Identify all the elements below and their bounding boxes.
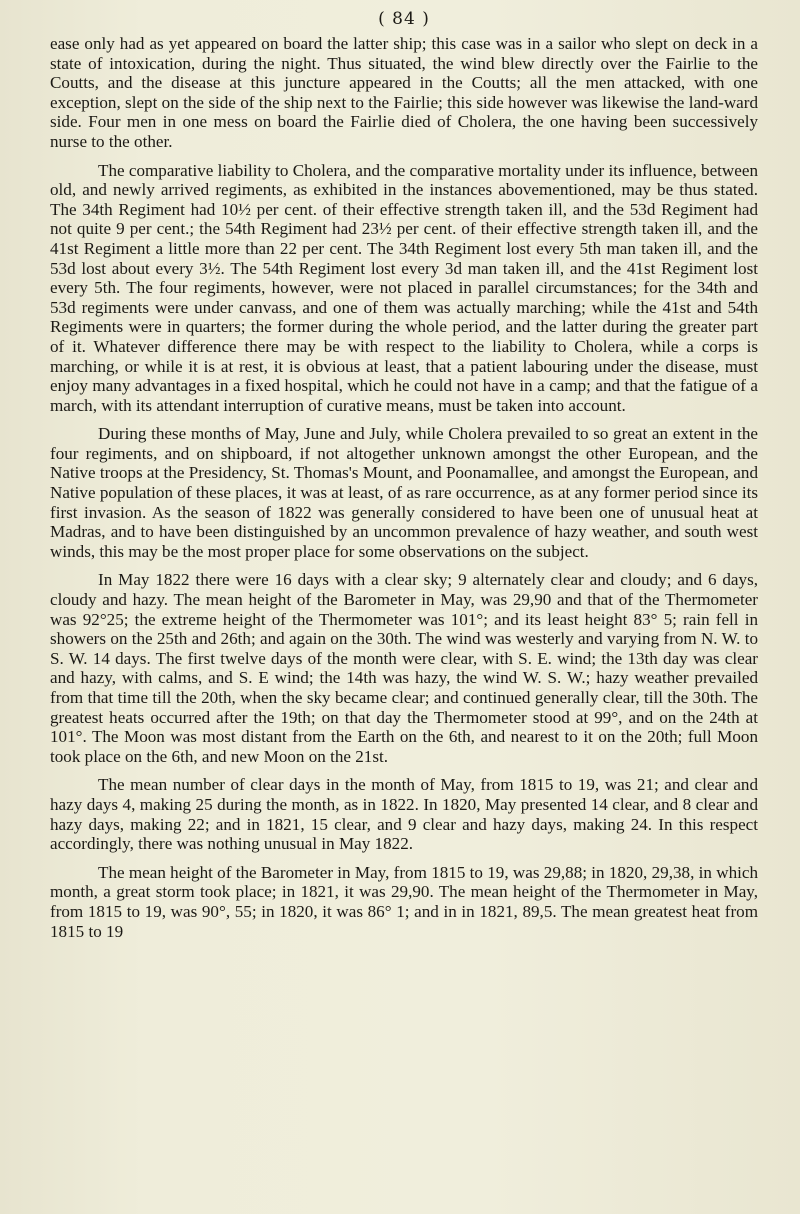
paragraph-regiment-comparison: The comparative liability to Cholera, and the comparative mortality under its influence, between old, and newly arrived regiments, as exhibited in the instances abovementioned, may be thus stated. The 34th Regiment had 10½ per cent. of their effective strength taken ill, and the 53d Regiment had not quite 9 per cent.; the 54th Regiment had 23½ per cent. of their effective strength taken ill, and the 41st Regiment a little more than 22 per cent. The 34th Regiment lost every 5th man taken ill, and the 53d lost about every 3½. The 54th Regiment lost every 3d man taken ill, and the 41st Regiment lost every 5th. The four regiments, however, were not placed in parallel circumstances; for the 34th and 53d regiments were under canvass, and one of them was actually marching; while the 41st and 54th Regiments were in quarters; the former during the whole period, and the latter during the greater part of it. Whatever difference there may be with respect to the liability to Cholera, while a corps is marching, or while it is at rest, it is obvious at least, that a patient labouring under the disease, must enjoy many advantages in a fixed hospital, which he could not have in a camp; and that the fatigue of a march, with its attendant interruption of curative means, must be taken into account. (50, 160, 758, 415)
paragraph-may-1822-weather: In May 1822 there were 16 days with a clear sky; 9 alternately clear and cloudy; and 6 days, cloudy and hazy. The mean height of the Barometer in May, was 29,90 and that of the Thermometer was 92°25; the extreme height of the Thermometer was 101°; and its least height 83° 5; rain fell in showers on the 25th and 26th; and again on the 30th. The wind was westerly and varying from N. W. to S. W. 14 days. The first twelve days of the month were clear, with S. E. wind; the 13th day was clear and hazy, with calms, and S. E wind; the 14th was hazy, the wind W. S. W.; hazy weather prevailed from that time till the 20th, when the sky became clear; and continued generally clear, till the 30th. The greatest heats occurred after the 19th; on that day the Thermometer stood at 99°, and on the 24th at 101°. The Moon was most distant from the Earth on the 6th, and nearest to it on the 20th; full Moon took place on the 6th, and new Moon on the 21st. (50, 570, 758, 766)
paragraph-clear-days: The mean number of clear days in the month of May, from 1815 to 19, was 21; and clear and hazy days 4, making 25 during the month, as in 1822. In 1820, May presented 14 clear, and 8 clear and hazy days, making 22; and in 1821, 15 clear, and 9 clear and hazy days, making 24. In this respect accordingly, there was nothing unusual in May 1822. (50, 775, 758, 854)
page-number: ( 84 ) (378, 9, 430, 29)
paragraph-season-1822: During these months of May, June and July, while Cholera prevailed to so great an extent in the four regiments, and on shipboard, if not altogether unknown amongst the other European, and the Native troops at the Presidency, St. Thomas's Mount, and Poonamallee, and amongst the European, and Native population of these places, it was at least, of as rare occurrence, as at any former period since its first invasion. As the season of 1822 was generally considered to have been one of unusual heat at Madras, and to have been distinguished by an uncommon prevalence of hazy weather, and south west winds, this may be the most proper place for some observations on the subject. (50, 424, 758, 561)
paragraph-ship-cholera-cases: ease only had as yet appeared on board the latter ship; this case was in a sailor who slept on deck in a state of intoxication, during the night. Thus situated, the wind blew directly over the Fairlie to the Coutts, and the disease at this juncture appeared in the Coutts; all the men attacked, with one exception, slept on the side of the ship next to the Fairlie; this side however was likewise the land-ward side. Four men in one mess on board the Fairlie died of Cholera, the one having been successively nurse to the other. (50, 34, 758, 151)
paragraph-barometer-thermometer: The mean height of the Barometer in May, from 1815 to 19, was 29,88; in 1820, 29,38, in which month, a great storm took place; in 1821, it was 29,90. The mean height of the Thermometer in May, from 1815 to 19, was 90°, 55; in 1820, it was 86° 1; and in in 1821, 89,5. The mean greatest heat from 1815 to 19 (50, 862, 758, 941)
